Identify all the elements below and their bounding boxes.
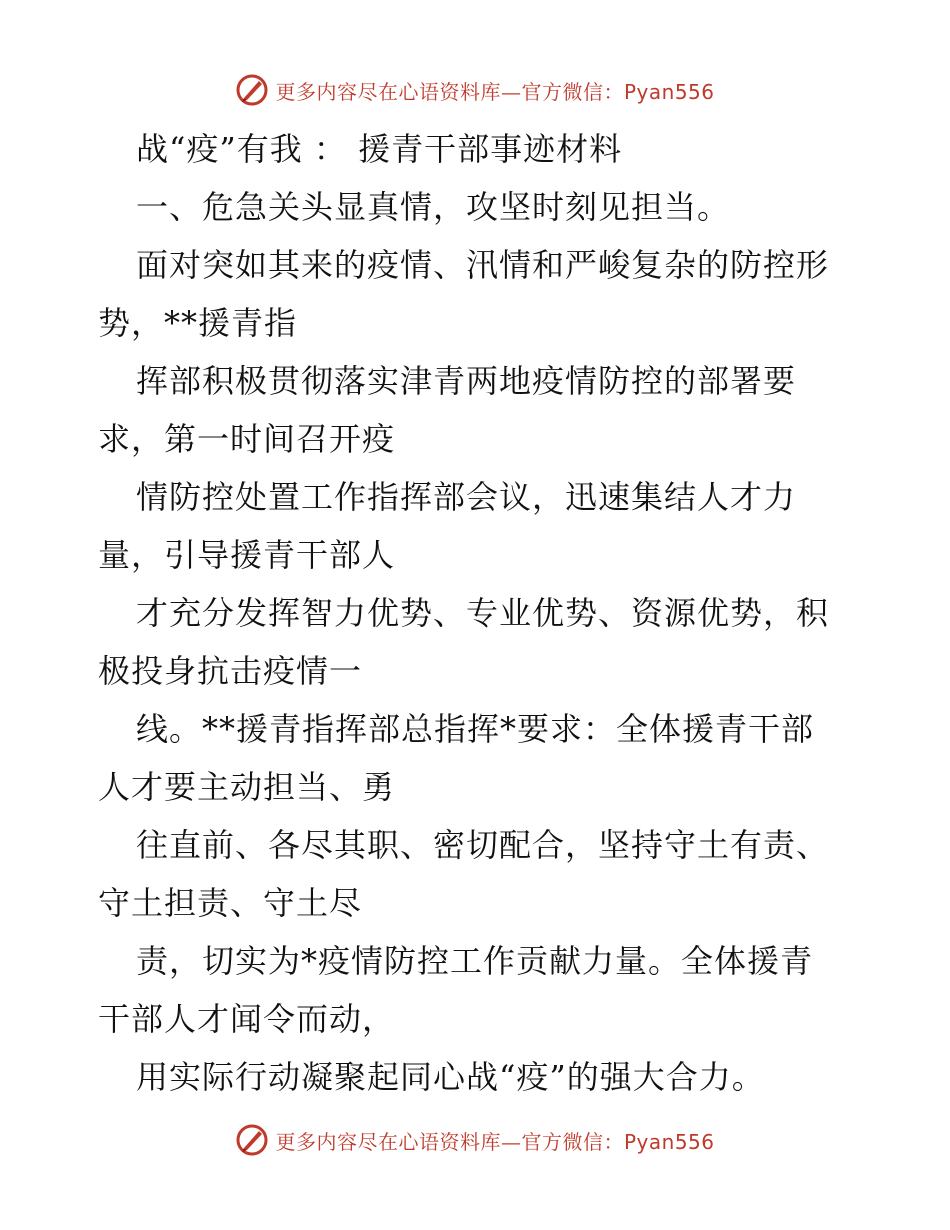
header-watermark <box>0 70 950 110</box>
body-line: 势，**援青指 <box>98 304 298 342</box>
body-line: 人才要主动担当、勇 <box>98 768 396 806</box>
document-title: 战“疫”有我 ： 援青干部事迹材料 <box>136 130 623 168</box>
body-line: 挥部积极贯彻落实津青两地疫情防控的部署要 <box>136 362 797 400</box>
document-body <box>98 120 858 1106</box>
body-line: 面对突如其来的疫情、汛情和严峻复杂的防控形 <box>136 246 830 284</box>
body-line: 极投身抗击疫情一 <box>98 652 363 690</box>
watermark-text: 更多内容尽在心语资料库—官方微信：Pyan556 <box>275 79 715 104</box>
body-line: 才充分发挥智力优势、专业优势、资源优势，积 <box>136 594 830 632</box>
body-line: 干部人才闻令而动， <box>98 1000 396 1038</box>
body-line: 求，第一时间召开疫 <box>98 420 396 458</box>
body-line: 量，引导援青干部人 <box>98 536 396 574</box>
section-heading: 一、危急关头显真情，攻坚时刻见担当。 <box>136 188 731 226</box>
body-line: 线。**援青指挥部总指挥*要求：全体援青干部 <box>136 710 815 748</box>
body-line: 用实际行动凝聚起同心战“疫”的强大合力。 <box>136 1058 765 1096</box>
body-line: 往直前、各尽其职、密切配合，坚持守土有责、 <box>136 826 830 864</box>
quill-pen-logo-icon <box>235 73 269 107</box>
quill-pen-logo-icon <box>235 1123 269 1157</box>
footer-watermark <box>0 1120 950 1160</box>
body-line: 情防控处置工作指挥部会议，迅速集结人才力 <box>136 478 797 516</box>
body-line: 守土担责、守土尽 <box>98 884 363 922</box>
watermark-text: 更多内容尽在心语资料库—官方微信：Pyan556 <box>275 1129 715 1154</box>
paragraph-lines <box>98 236 858 1106</box>
body-line: 责，切实为*疫情防控工作贡献力量。全体援青 <box>136 942 814 980</box>
